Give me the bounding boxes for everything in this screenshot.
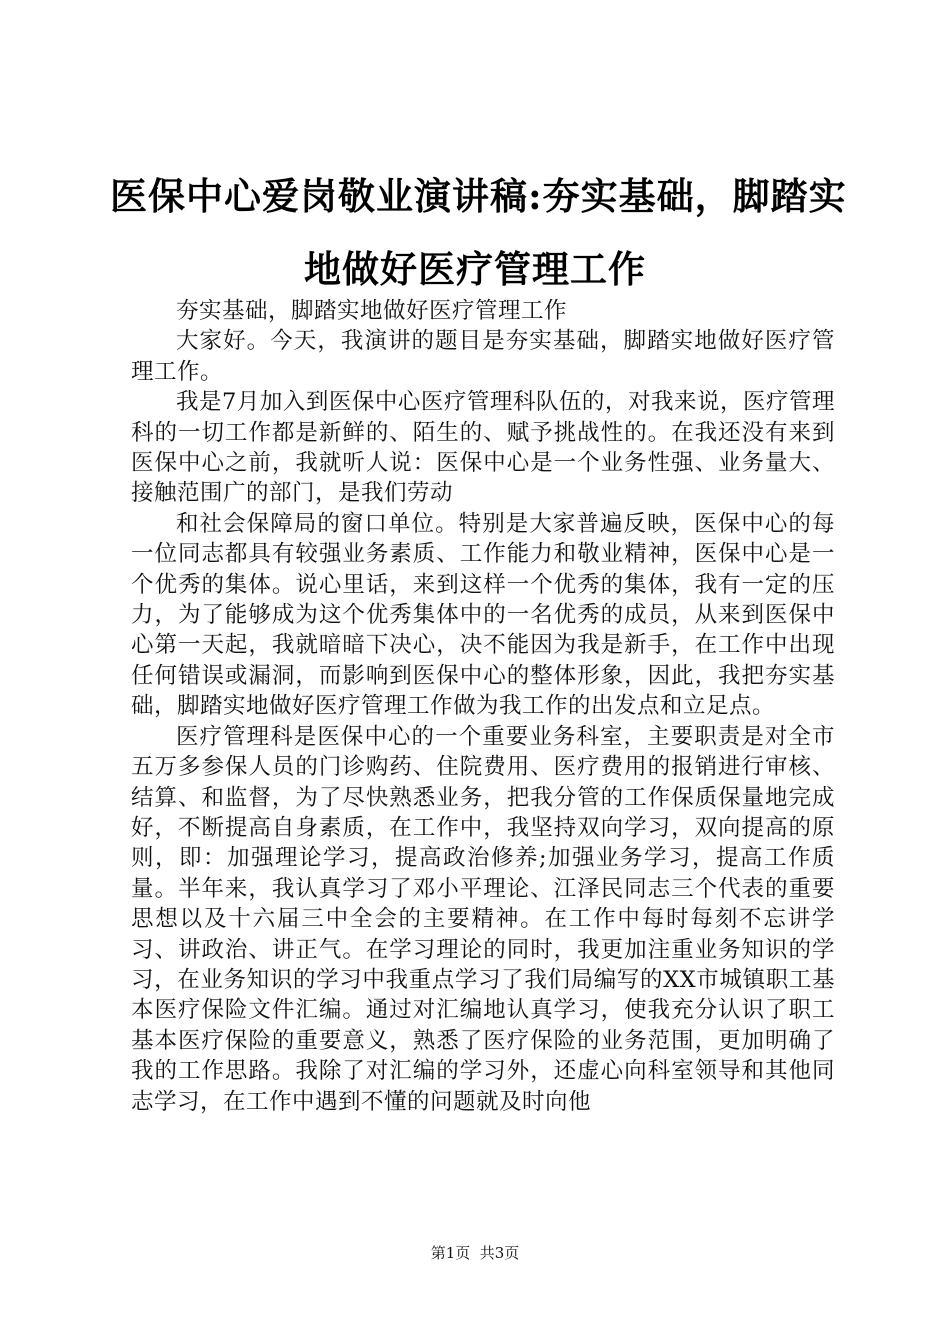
title-line-1: 医保中心爱岗敬业演讲稿:夯实基础，脚踏实 xyxy=(110,174,847,218)
page-number: 第1页 共3页 xyxy=(430,1244,520,1262)
paragraph-introduction: 我是7月加入到医保中心医疗管理科队伍的，对我来说，医疗管理科的一切工作都是新鲜的、陌生的、赋予挑战性的。在我还没有来到医保中心之前，我就听人说：医保中心是一个业务性强、业务量大、接触范围广的部门，是我们劳动 xyxy=(131,389,835,507)
paragraph-duties: 医疗管理科是医保中心的一个重要业务科室，主要职责是对全市五万多参保人员的门诊购药、住院费用、医疗费用的报销进行审核、结算、和监督，为了尽快熟悉业务，把我分管的工作保质保量地完成好，不断提高自身素质，在工作中，我坚持双向学习，双向提高的原则，即：加强理论学习，提高政治修养;加强业务学习，提高工作质量。半年来，我认真学习了邓小平理论、江泽民同志三个代表的重要思想以及十六届三中全会的主要精神。在工作中每时每刻不忘讲学习、讲政治、讲正气。在学习理论的同时，我更加注重业务知识的学习，在业务知识的学习中我重点学习了我们局编写的XX市城镇职工基本医疗保险文件汇编。通过对汇编地认真学习，使我充分认识了职工基本医疗保险的重要意义，熟悉了医疗保险的业务范围，更加明确了我的工作思路。我除了对汇编的学习外，还虚心向科室领导和其他同志学习，在工作中遇到不懂的问题就及时向他 xyxy=(131,723,835,1115)
document-body xyxy=(131,296,835,1117)
page-footer xyxy=(0,1243,950,1263)
document-title xyxy=(110,160,847,306)
paragraph-subtitle: 夯实基础，脚踏实地做好医疗管理工作 xyxy=(176,298,568,324)
paragraph-pressure: 和社会保障局的窗口单位。特别是大家普遍反映，医保中心的每一位同志都具有较强业务素质、工作能力和敬业精神，医保中心是一个优秀的集体。说心里话，来到这样一个优秀的集体，我有一定的压力，为了能够成为这个优秀集体中的一名优秀的成员，从来到医保中心第一天起，我就暗暗下决心，决不能因为我是新手，在工作中出现任何错误或漏洞，而影响到医保中心的整体形象，因此，我把夯实基础，脚踏实地做好医疗管理工作做为我工作的出发点和立足点。 xyxy=(131,510,835,720)
title-line-2: 地做好医疗管理工作 xyxy=(304,247,646,291)
paragraph-greeting: 大家好。今天，我演讲的题目是夯实基础，脚踏实地做好医疗管理工作。 xyxy=(131,328,835,385)
